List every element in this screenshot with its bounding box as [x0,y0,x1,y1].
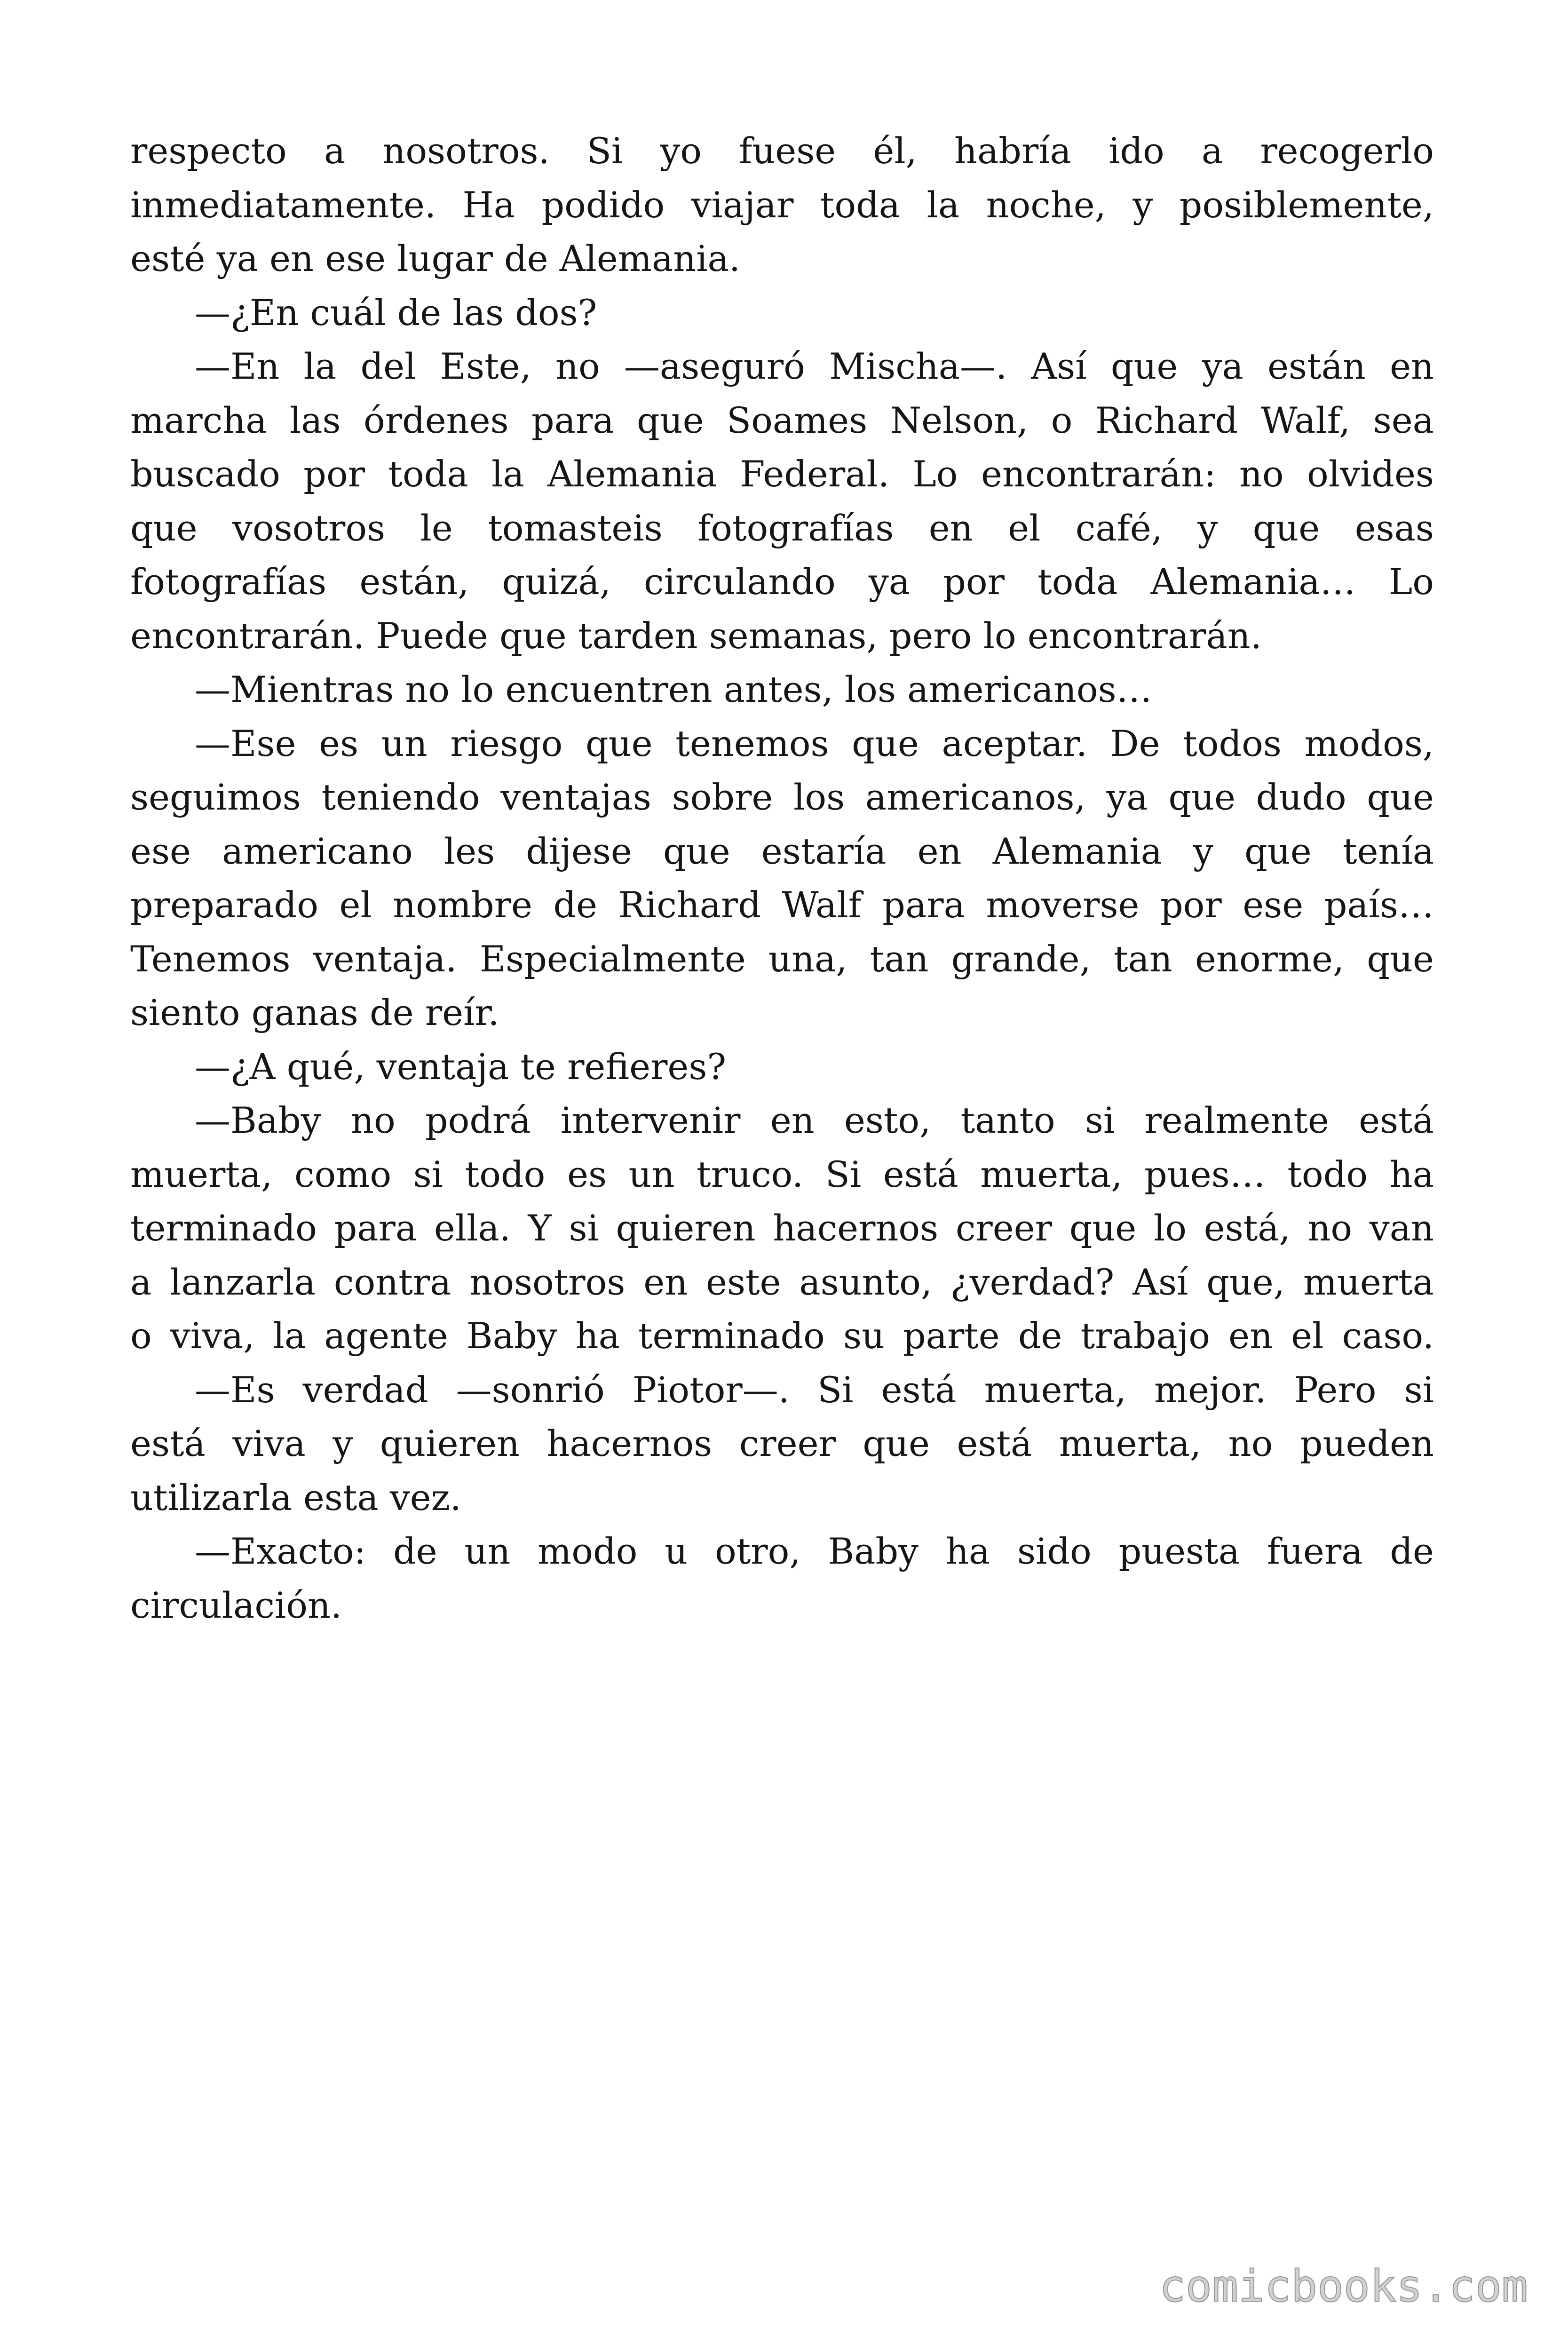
text-line: muerta, como si todo es un truco. Si está muerta, pues… todo ha [130,1153,1434,1195]
text-line: —En la del Este, no —aseguró Mischa—. Así que ya están en [195,345,1434,387]
text-line: utilizarla esta vez. [130,1476,461,1518]
text-line: —Mientras no lo encuentren antes, los americanos… [195,668,1152,710]
text-line: o viva, la agente Baby ha terminado su parte de trabajo en el caso. [130,1315,1434,1357]
text-line: encontrarán. Puede que tarden semanas, pero lo encontrarán. [130,614,1262,657]
page-body [130,124,1434,1632]
text-line: marcha las órdenes para que Soames Nelson, o Richard Walf, sea [130,399,1434,441]
text-line: siento ganas de reír. [130,992,499,1033]
text-line: —Es verdad —sonrió Piotor—. Si está muerta, mejor. Pero si [195,1368,1434,1411]
paragraph [130,663,1434,717]
watermark: comicbooks.com [1159,2261,1528,2312]
text-line: inmediatamente. Ha podido viajar toda la noche, y posiblemente, [130,183,1434,226]
paragraph [130,124,1434,286]
text-line: esté ya en ese lugar de Alemania. [130,238,741,279]
text-line: —Exacto: de un modo u otro, Baby ha sido puesta fuera de [195,1530,1434,1572]
text-line: buscado por toda la Alemania Federal. Lo encontrarán: no olvides [130,453,1434,495]
text-line: ese americano les dijese que estaría en Alemania y que tenía [130,830,1434,872]
text-line: —Baby no podrá intervenir en esto, tanto si realmente está [195,1099,1434,1141]
paragraph [130,1040,1434,1094]
text-line: —¿A qué, ventaja te refieres? [195,1045,727,1088]
paragraph [130,340,1434,663]
text-line: que vosotros le tomasteis fotografías en el café, y que esas [130,507,1434,549]
text-line: fotografías están, quizá, circulando ya por toda Alemania… Lo [130,561,1434,603]
text-line: terminado para ella. Y si quieren hacernos creer que lo está, no van [130,1207,1434,1249]
paragraph [130,286,1434,340]
paragraph [130,1094,1434,1363]
text-line: seguimos teniendo ventajas sobre los americanos, ya que dudo que [130,776,1434,818]
text-line: a lanzarla contra nosotros en este asunto, ¿verdad? Así que, muerta [130,1261,1434,1303]
paragraph [130,1525,1434,1632]
text-line: Tenemos ventaja. Especialmente una, tan grande, tan enorme, que [130,938,1434,980]
text-line: respecto a nosotros. Si yo fuese él, habría ido a recogerlo [130,130,1434,172]
text-line: está viva y quieren hacernos creer que está muerta, no pueden [130,1422,1434,1464]
text-line: —¿En cuál de las dos? [195,291,597,334]
text-line: preparado el nombre de Richard Walf para moverse por ese país… [130,884,1434,926]
paragraph [130,717,1434,1040]
paragraph [130,1363,1434,1525]
text-line: circulación. [130,1584,342,1626]
text-line: —Ese es un riesgo que tenemos que aceptar. De todos modos, [195,722,1434,764]
